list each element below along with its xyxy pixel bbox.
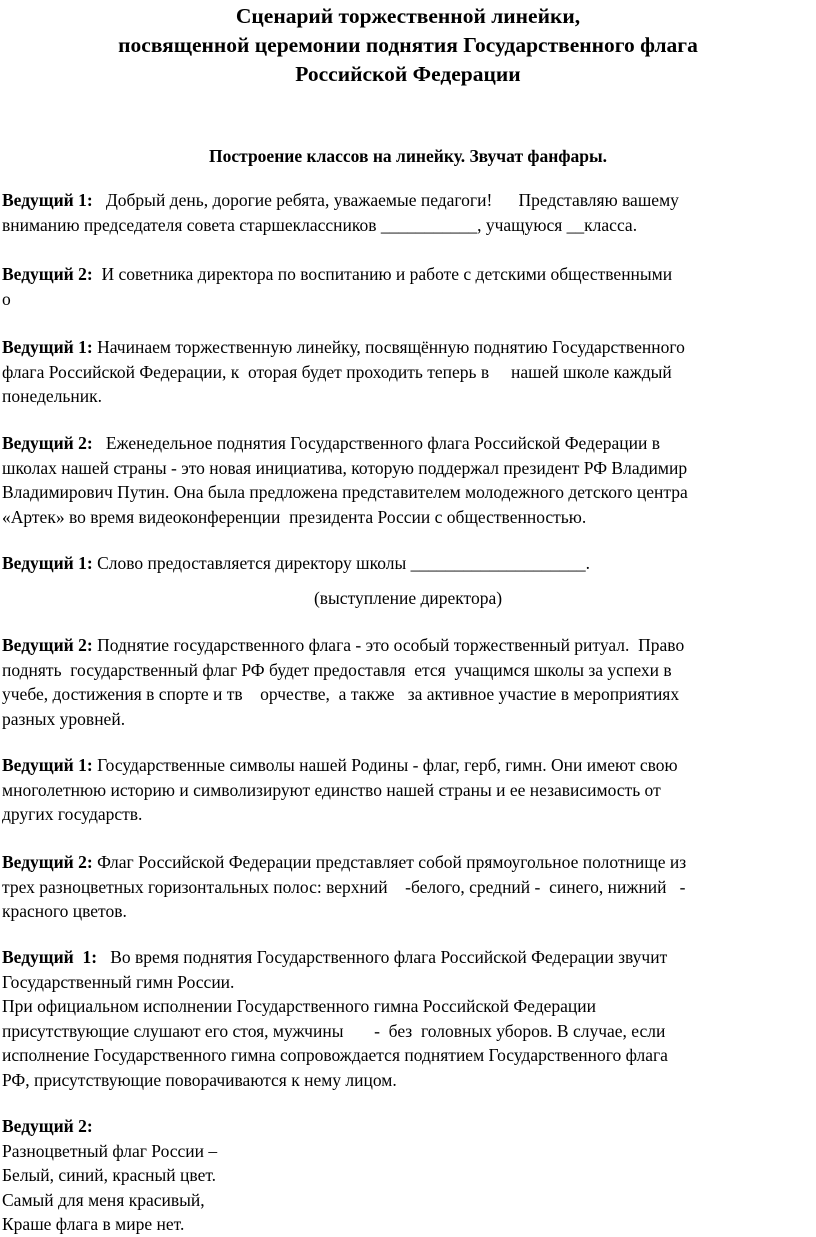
paragraph-text: Владимирович Путин. Она была предложена представителем молодежного детского центра xyxy=(2,482,688,502)
paragraph-host1-greeting xyxy=(2,188,816,237)
paragraph-host1-director xyxy=(2,551,816,576)
paragraph-host1-symbols xyxy=(2,753,816,827)
speaker-label: Ведущий 2: xyxy=(2,635,93,655)
paragraph-text: исполнение Государственного гимна сопровождается поднятием Государственного флага xyxy=(2,1045,668,1065)
title-line-2: посвященной церемонии поднятия Государственного флага xyxy=(118,33,698,57)
speaker-label: Ведущий 2: xyxy=(2,1116,93,1136)
stage-direction-director-speech: (выступление директора) xyxy=(313,588,503,608)
paragraph-text: Поднятие государственного флага - это особый торжественный ритуал. Право xyxy=(92,635,685,655)
paragraph-host2-ritual xyxy=(2,633,816,731)
speaker-label: Ведущий 1: xyxy=(2,553,93,573)
paragraph-host1-anthem xyxy=(2,945,816,1092)
poem-line: Краше флага в мире нет. xyxy=(2,1214,185,1234)
paragraph-host1-opening xyxy=(2,335,816,409)
paragraph-text: учебе, достижения в спорте и тв орчестве, а также за активное участие в мероприятиях xyxy=(2,684,680,704)
paragraph-text: красного цветов. xyxy=(2,901,127,921)
speaker-label: Ведущий 2: xyxy=(2,264,93,284)
paragraph-text: Еженедельное поднятия Государственного флага Российской Федерации в xyxy=(92,433,660,453)
paragraph-text: разных уровней. xyxy=(2,708,126,729)
paragraph-text: трех разноцветных горизонтальных полос: верхний -белого, средний - синего, нижний - xyxy=(2,876,686,897)
speaker-label: Ведущий 1: xyxy=(2,337,93,357)
speaker-label: Ведущий 1: xyxy=(2,755,93,775)
paragraph-text: поднять государственный флаг РФ будет предоставля ется учащимся школы за успехи в xyxy=(2,659,672,680)
speaker-label: Ведущий 2: xyxy=(2,852,93,872)
poem-line: Самый для меня красивый, xyxy=(2,1189,205,1210)
paragraph-host2-flag-description xyxy=(2,850,816,924)
paragraph-text: Добрый день, дорогие ребята, уважаемые педагоги! Представляю вашему xyxy=(92,190,679,210)
paragraph-host2-initiative xyxy=(2,431,816,529)
paragraph-text: вниманию председателя совета старшеклассников ___________, учащуюся __класса. xyxy=(2,214,638,235)
paragraph-text: Во время поднятия Государственного флага Российской Федерации звучит xyxy=(97,947,668,967)
title-line-1: Сценарий торжественной линейки, xyxy=(235,4,581,28)
paragraph-text: понедельник. xyxy=(2,386,103,406)
paragraph-text: многолетнюю историю и символизируют единство нашей страны и ее независимость от xyxy=(2,779,661,800)
paragraph-text: Государственные символы нашей Родины - флаг, герб, гимн. Они имеют свою xyxy=(92,755,678,775)
paragraph-text: Государственный гимн России. xyxy=(2,971,235,992)
paragraph-host2-poem xyxy=(2,1114,816,1237)
title-line-3: Российской Федерации xyxy=(295,62,521,86)
paragraph-text: других государств. xyxy=(2,804,143,824)
paragraph-text: И советника директора по воспитанию и работе с детскими общественными xyxy=(92,264,673,284)
speaker-label: Ведущий 1: xyxy=(2,190,93,210)
poem-line: Разноцветный флаг России – xyxy=(2,1140,218,1161)
speaker-label: Ведущий 2: xyxy=(2,433,93,453)
paragraph-text: Слово предоставляется директору школы ____________________. xyxy=(92,553,591,573)
speaker-label: Ведущий 1: xyxy=(2,947,98,967)
paragraph-text: школах нашей страны - это новая инициатива, которую поддержал президент РФ Владимир xyxy=(2,457,688,478)
paragraph-text: «Артек» во время видеоконференции президента России с общественностью. xyxy=(2,506,587,527)
poem-line: Белый, синий, красный цвет. xyxy=(2,1165,217,1185)
paragraph-text: о xyxy=(2,288,11,309)
paragraph-text: Флаг Российской Федерации представляет собой прямоугольное полотнище из xyxy=(92,852,687,872)
paragraph-text: РФ, присутствующие поворачиваются к нему лицом. xyxy=(2,1069,397,1090)
paragraph-text: При официальном исполнении Государственного гимна Российской Федерации xyxy=(2,996,596,1016)
paragraph-host2-advisor xyxy=(2,262,816,311)
stage-direction-fanfare: Построение классов на линейку. Звучат фанфары. xyxy=(209,146,607,166)
paragraph-text: Начинаем торжественную линейку, посвящённую поднятию Государственного xyxy=(92,337,685,357)
document-title xyxy=(0,2,816,89)
paragraph-text: присутствующие слушают его стоя, мужчины - без головных уборов. В случае, если xyxy=(2,1020,666,1041)
paragraph-text: флага Российской Федерации, к оторая будет проходить теперь в нашей школе каждый xyxy=(2,361,672,382)
